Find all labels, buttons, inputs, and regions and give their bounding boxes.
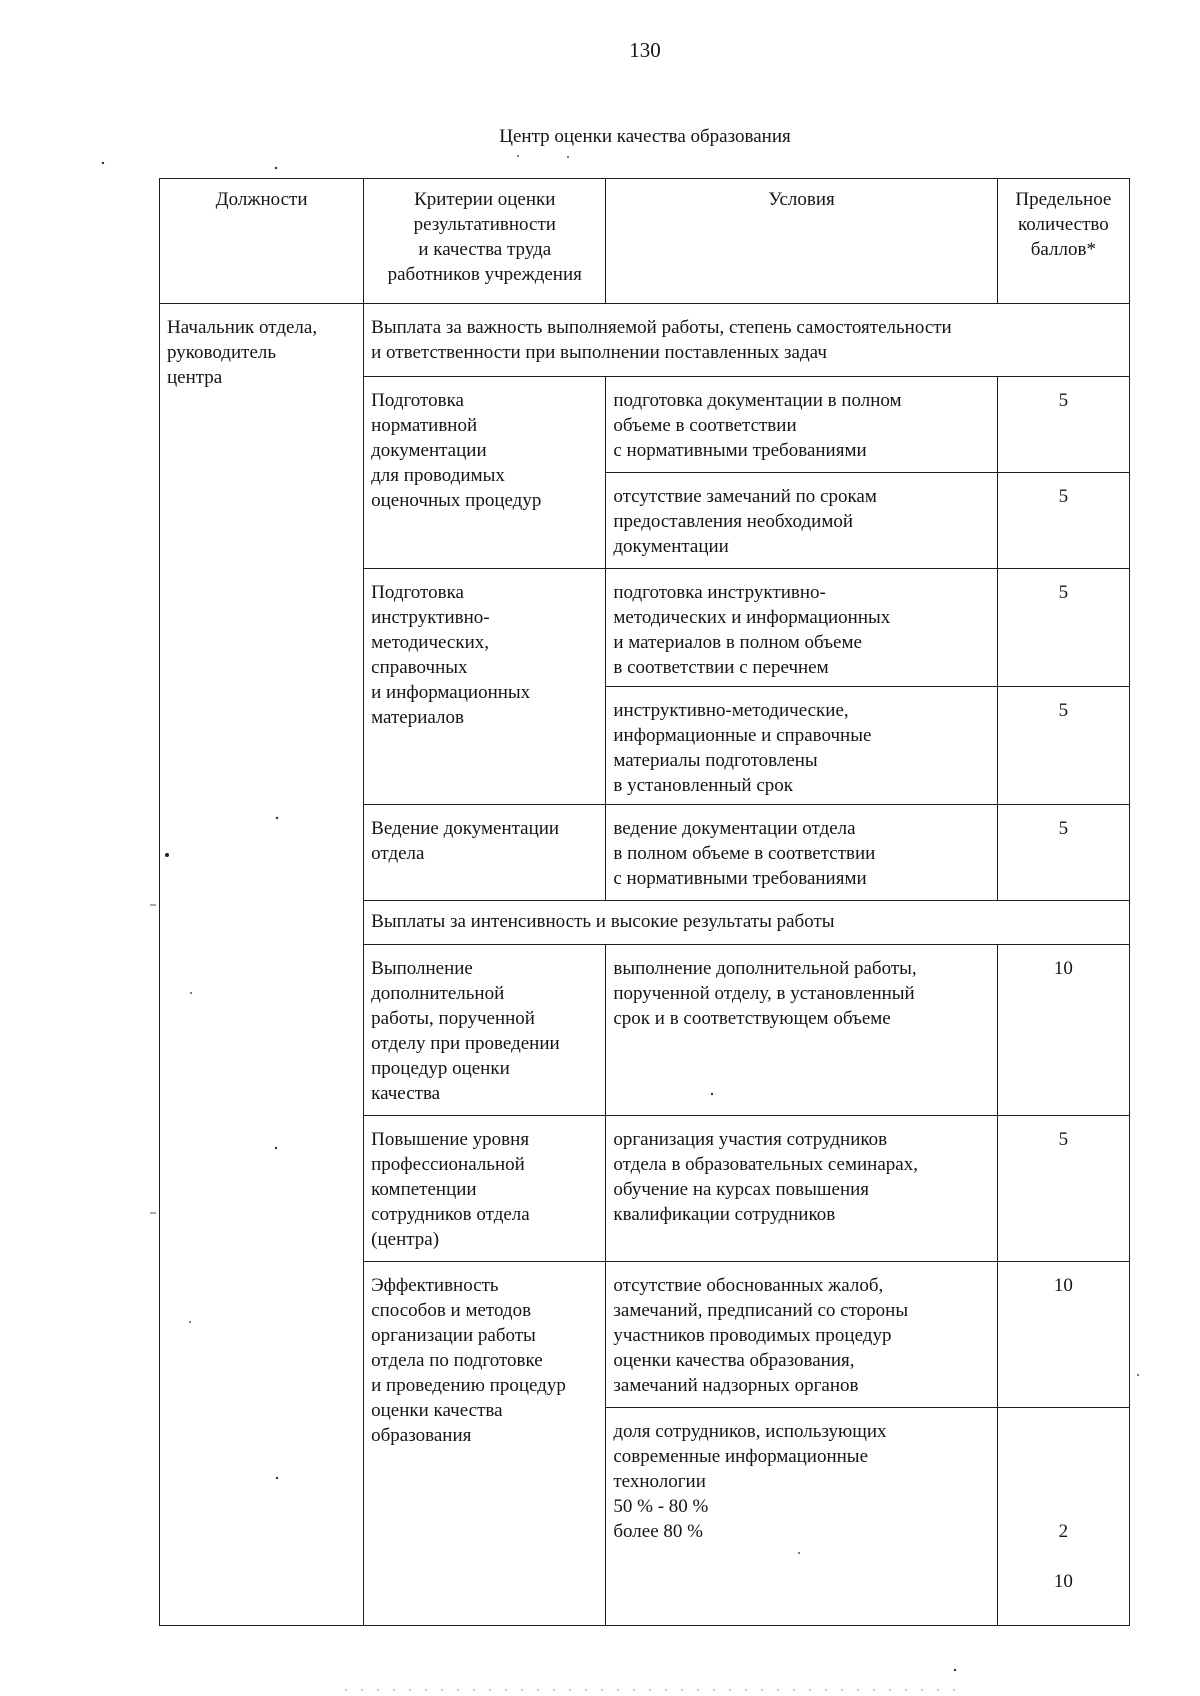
points-cell: 5 bbox=[997, 569, 1129, 687]
section-row bbox=[160, 304, 1130, 377]
page-number: 130 bbox=[629, 38, 661, 62]
header-criteria: Критерии оценки результативности и качества труда работников учреждения bbox=[364, 179, 606, 304]
condition-cell: подготовка инструктивно- методических и информационных и материалов в полном объеме в соответствии с перечнем bbox=[606, 569, 997, 687]
evaluation-criteria-table bbox=[159, 178, 1130, 1626]
condition-cell: отсутствие замечаний по срокам предоставления необходимой документации bbox=[606, 473, 997, 569]
condition-cell: инструктивно-методические, информационные и справочные материалы подготовлены в установленный срок bbox=[606, 687, 997, 805]
condition-cell: организация участия сотрудников отдела в образовательных семинарах, обучение на курсах повышения квалификации сотрудников bbox=[606, 1116, 997, 1262]
header-positions: Должности bbox=[160, 179, 364, 304]
table-header-row bbox=[160, 179, 1130, 304]
section-heading: Выплаты за интенсивность и высокие результаты работы bbox=[364, 901, 1130, 945]
header-conditions: Условия bbox=[606, 179, 997, 304]
header-max-points: Предельное количество баллов* bbox=[997, 179, 1129, 304]
points-value: 2 bbox=[1058, 1521, 1069, 1542]
points-cell: 5 bbox=[997, 473, 1129, 569]
criterion-cell: Подготовка инструктивно- методических, справочных и информационных материалов bbox=[364, 569, 606, 805]
points-cell: 5 bbox=[997, 687, 1129, 805]
points-cell: 10 bbox=[997, 1262, 1129, 1408]
points-cell: 5 bbox=[997, 805, 1129, 901]
condition-cell: выполнение дополнительной работы, порученной отделу, в установленный срок и в соответствующем объеме bbox=[606, 945, 997, 1116]
condition-cell: ведение документации отдела в полном объеме в соответствии с нормативными требованиями bbox=[606, 805, 997, 901]
points-cell bbox=[997, 1408, 1129, 1626]
condition-cell: подготовка документации в полном объеме в соответствии с нормативными требованиями bbox=[606, 377, 997, 473]
criterion-cell: Повышение уровня профессиональной компетенции сотрудников отдела (центра) bbox=[364, 1116, 606, 1262]
criterion-cell: Ведение документации отдела bbox=[364, 805, 606, 901]
points-cell: 10 bbox=[997, 945, 1129, 1116]
criterion-cell: Выполнение дополнительной работы, порученной отделу при проведении процедур оценки качества bbox=[364, 945, 606, 1116]
condition-cell: доля сотрудников, использующих современные информационные технологии 50 % - 80 % более 80 % bbox=[606, 1408, 997, 1626]
position-cell: Начальник отдела, руководитель центра bbox=[160, 304, 364, 1626]
criterion-cell: Эффективность способов и методов организации работы отдела по подготовке и проведению процедур оценки качества образования bbox=[364, 1262, 606, 1626]
criterion-cell: Подготовка нормативной документации для проводимых оценочных процедур bbox=[364, 377, 606, 569]
condition-cell: отсутствие обоснованных жалоб, замечаний, предписаний со стороны участников проводимых процедур оценки качества образования, замечаний надзорных органов bbox=[606, 1262, 997, 1408]
points-value: 10 bbox=[1053, 1571, 1073, 1592]
points-cell: 5 bbox=[997, 377, 1129, 473]
points-cell: 5 bbox=[997, 1116, 1129, 1262]
section-heading: Выплата за важность выполняемой работы, степень самостоятельности и ответственности при выполнении поставленных задач bbox=[364, 304, 1130, 377]
document-title: Центр оценки качества образования bbox=[499, 126, 791, 147]
